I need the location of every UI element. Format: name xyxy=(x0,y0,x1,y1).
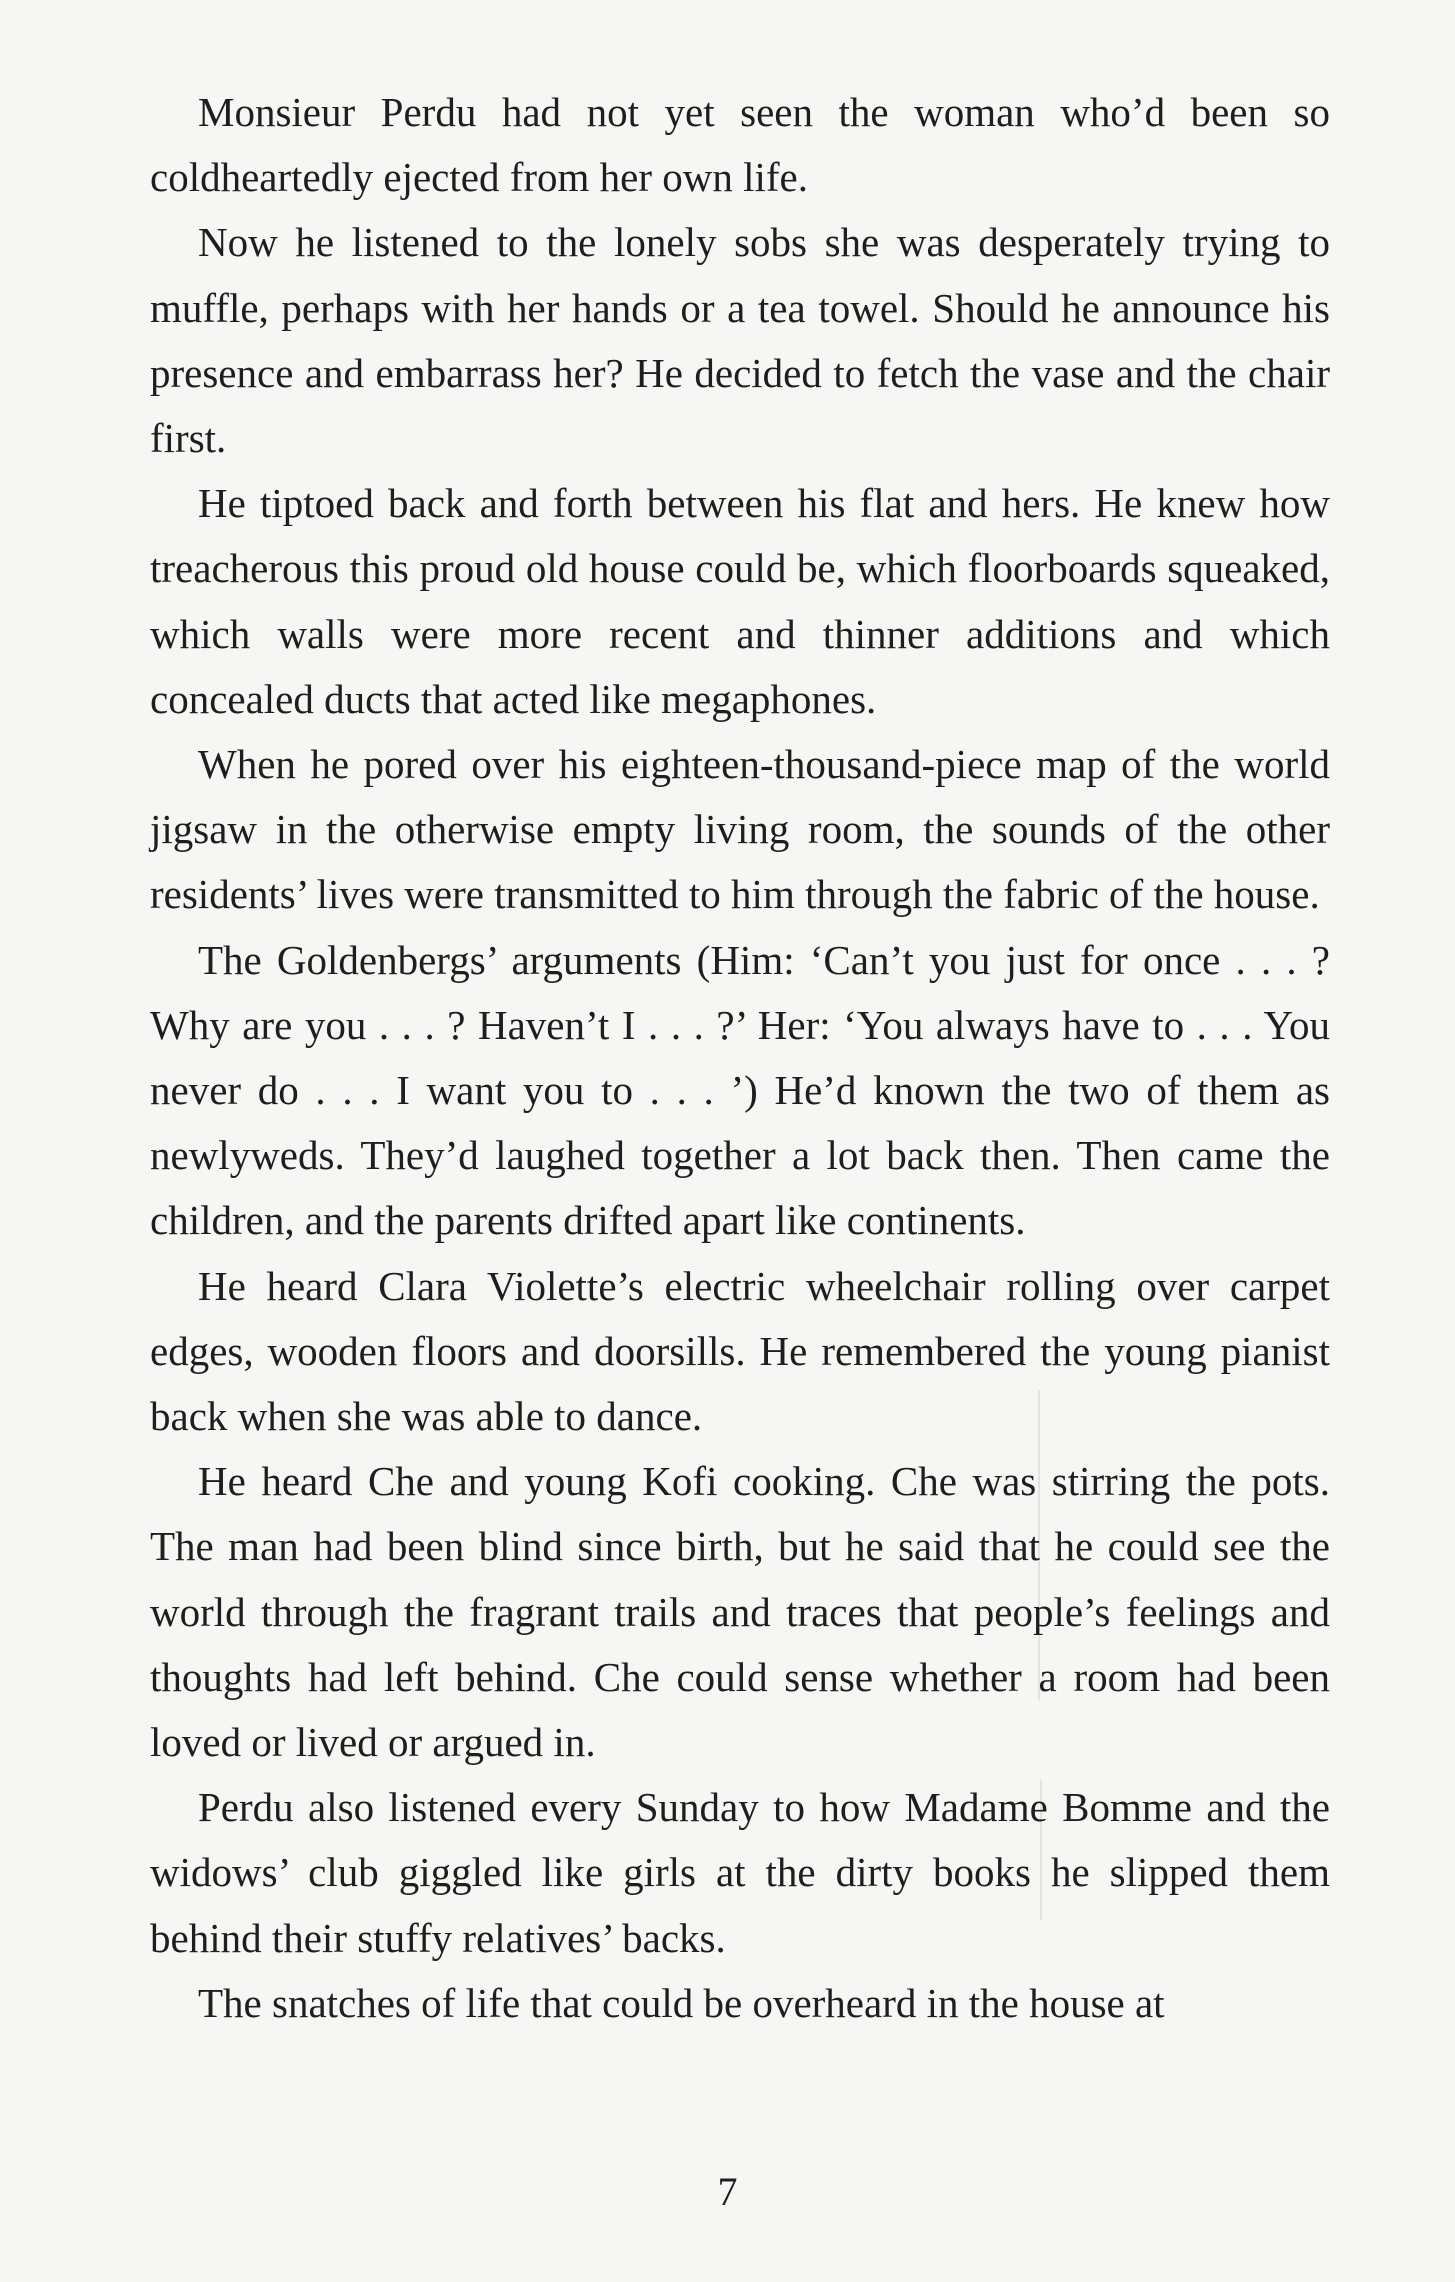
body-text xyxy=(150,80,1330,2036)
paragraph: The snatches of life that could be overheard in the house at xyxy=(198,1979,1165,2026)
paragraph: Perdu also listened every Sunday to how Madame Bomme and the widows’ club giggled like girls at the dirty books he slipped them behind their stuffy relatives’ backs. xyxy=(150,1784,1330,1961)
paragraph: The Goldenbergs’ arguments (Him: ‘Can’t you just for once . . . ? Why are you . . . ? Haven’t I . . . ?’ Her: ‘You always have to . . . You never do . . . I want you to . . . ’) He’d known the two of them as newlyweds. They’d laughed together a lot back then. Then came the children, and the parents drifted apart like continents. xyxy=(150,936,1330,1244)
paragraph: He tiptoed back and forth between his flat and hers. He knew how treacherous this proud old house could be, which floorboards squeaked, which walls were more recent and thinner additions and which concealed ducts that acted like megaphones. xyxy=(150,480,1330,722)
paragraph: He heard Clara Violette’s electric wheelchair rolling over carpet edges, wooden floors and doorsills. He remembered the young pianist back when she was able to dance. xyxy=(150,1262,1330,1440)
paragraph: He heard Che and young Kofi cooking. Che was stirring the pots. The man had been blind since birth, but he said that he could see the world through the fragrant trails and traces that people’s feelings and thoughts had left behind. Che could sense whether a room had been loved or lived or argued in. xyxy=(150,1458,1330,1766)
paragraph: Monsieur Perdu had not yet seen the woman who’d been so coldheartedly ejected from her own life. xyxy=(150,89,1330,201)
paragraph: When he pored over his eighteen-thousand-piece map of the world jigsaw in the otherwise empty living room, the sounds of the other residents’ lives were transmitted to him through the fabric of the house. xyxy=(150,741,1330,918)
paragraph: Now he listened to the lonely sobs she was desperately trying to muffle, perhaps with her hands or a tea towel. Should he announce his presence and embarrass her? He decided to fetch the vase and the chair first. xyxy=(150,219,1330,462)
page-number: 7 xyxy=(717,2169,738,2214)
